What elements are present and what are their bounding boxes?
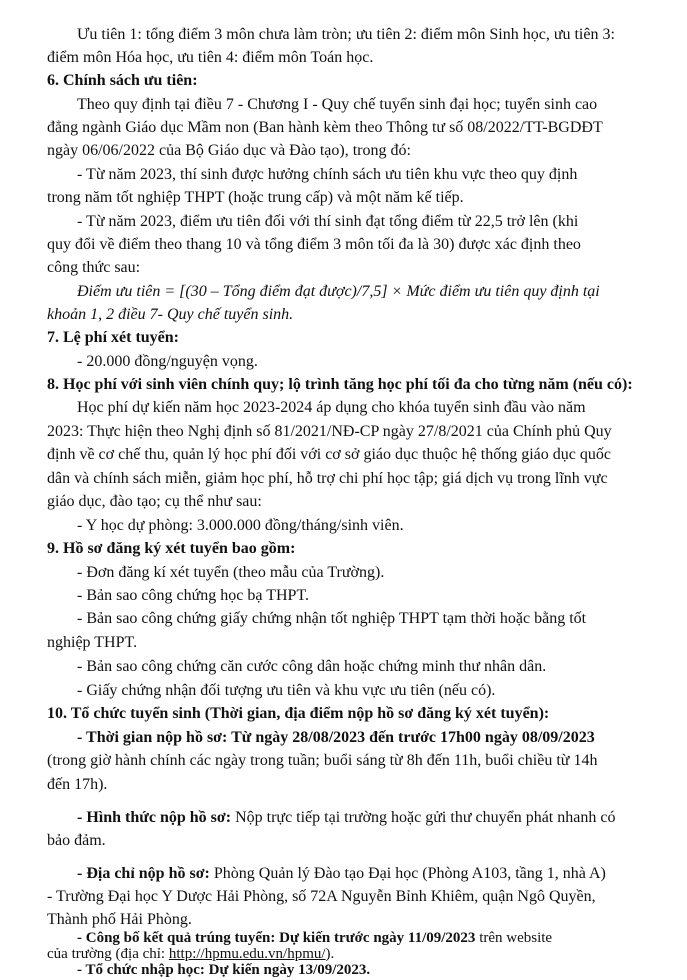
section-10-heading: 10. Tổ chức tuyển sinh (Thời gian, địa điểm nộp hồ sơ đăng ký xét tuyển): — [47, 705, 550, 722]
section-8-heading: 8. Học phí với sinh viên chính quy; lộ trình tăng học phí tối đa cho từng năm (nếu có): — [47, 376, 633, 393]
s10-form-run: - Hình thức nộp hồ sơ: Nộp trực tiếp tại trường hoặc gửi thư chuyển phát nhanh có — [77, 809, 616, 826]
priority-line-2: điểm môn Hóa học, ưu tiên 4: điểm môn Toán học. — [47, 49, 374, 66]
s10-addr-run: - Địa chỉ nộp hồ sơ: Phòng Quản lý Đào tạo Đại học (Phòng A103, tầng 1, nhà A) — [77, 865, 606, 882]
s6-p2-line: - Từ năm 2023, thí sinh được hưởng chính sách ưu tiên khu vực theo quy định — [77, 166, 578, 183]
s6-p1-line: Theo quy định tại điều 7 - Chương I - Quy chế tuyển sinh đại học; tuyển sinh cao — [77, 96, 598, 113]
priority-line-1: Ưu tiên 1: tổng điểm 3 môn chưa làm tròn; ưu tiên 2: điểm môn Sinh học, ưu tiên 3: — [77, 26, 615, 43]
s10-result-line: - Công bố kết quả trúng tuyển: Dự kiến trước ngày 11/09/2023 trên website — [77, 930, 553, 946]
s6-formula-line: Điểm ưu tiên = [(30 – Tổng điểm đạt được)/7,5] × Mức điểm ưu tiên quy định tại — [77, 283, 600, 300]
section-7-heading: 7. Lệ phí xét tuyển: — [47, 329, 179, 346]
s6-p3-line: - Từ năm 2023, điểm ưu tiên đối với thí sinh đạt tổng điểm từ 22,5 trở lên (khi — [77, 213, 579, 230]
s6-formula-line: khoản 1, 2 điều 7- Quy chế tuyển sinh. — [47, 306, 294, 323]
s9-item: - Bản sao công chứng giấy chứng nhận tốt nghiệp THPT tạm thời hoặc bằng tốt — [77, 610, 587, 627]
s6-p1-line: ngày 06/06/2022 của Bộ Giáo dục và Đào tạo), trong đó: — [47, 142, 411, 159]
s10-time-bold: - Thời gian nộp hồ sơ: Từ ngày 28/08/2023 đến trước 17h00 ngày 08/09/2023 — [77, 729, 595, 746]
s10-addr-line-3: Thành phố Hải Phòng. — [47, 911, 192, 928]
s9-item: - Đơn đăng kí xét tuyển (theo mẫu của Trường). — [77, 564, 385, 581]
s8-p1-line: dân và chính sách miễn, giảm học phí, hỗ trợ chi phí học tập; giá dịch vụ trong lĩnh vực — [47, 470, 608, 487]
s10-time-rest: (trong giờ hành chính các ngày trong tuần; buổi sáng từ 8h đến 11h, buổi chiều từ 14h — [47, 752, 598, 769]
s10-time-rest: đến 17h). — [47, 776, 108, 793]
section-9-heading: 9. Hồ sơ đăng ký xét tuyển bao gồm: — [47, 540, 296, 557]
final-lines — [0, 930, 687, 980]
s9-item: - Bản sao công chứng căn cước công dân hoặc chứng minh thư nhân dân. — [77, 658, 547, 675]
s8-fee: - Y học dự phòng: 3.000.000 đồng/tháng/sinh viên. — [77, 517, 404, 534]
s10-enroll: - Tổ chức nhập học: Dự kiến ngày 13/09/2023. — [77, 962, 371, 978]
s10-form-line — [0, 807, 687, 829]
s9-item: - Giấy chứng nhận đối tượng ưu tiên và khu vực ưu tiên (nếu có). — [77, 682, 496, 699]
s6-p1-line: đẳng ngành Giáo dục Mầm non (Ban hành kèm theo Thông tư số 08/2022/TT-BGDĐT — [47, 119, 603, 136]
website-link[interactable]: http://hpmu.edu.vn/hpmu/ — [168, 946, 326, 962]
s9-item: nghiệp THPT. — [47, 634, 138, 651]
s6-p3-line: công thức sau: — [47, 259, 141, 276]
s8-p1-line: định về cơ chế thu, quản lý học phí đối với cơ sở giáo dục thuộc hệ thống giáo dục quốc — [47, 446, 611, 463]
s9-item: - Bản sao công chứng học bạ THPT. — [77, 587, 310, 604]
s6-p3-line: quy đổi về điểm theo thang 10 và tổng điểm 3 môn tối đa là 30) được xác định theo — [47, 236, 581, 253]
s8-p1-line: giáo dục, đào tạo; cụ thể như sau: — [47, 493, 262, 510]
s10-addr-line-2: - Trường Đại học Y Dược Hải Phòng, số 72A Nguyễn Bỉnh Khiêm, quận Ngô Quyền, — [47, 888, 596, 905]
s8-p1-line: 2023: Thực hiện theo Nghị định số 81/2021/NĐ-CP ngày 27/8/2021 của Chính phủ Quy — [47, 423, 612, 440]
s8-p1-line: Học phí dự kiến năm học 2023-2024 áp dụng cho khóa tuyển sinh đầu vào năm — [77, 399, 586, 416]
s10-result-line-2: của trường (địa chỉ: http://hpmu.edu.vn/hpmu/). — [47, 946, 335, 962]
s10-form-line-2: bảo đảm. — [47, 832, 106, 849]
s6-p2-line: trong năm tốt nghiệp THPT (hoặc trung cấp) và một năm kế tiếp. — [47, 189, 464, 206]
s7-fee: - 20.000 đồng/nguyện vọng. — [77, 353, 258, 370]
section-6-heading: 6. Chính sách ưu tiên: — [47, 72, 198, 89]
s10-addr-line — [0, 863, 687, 885]
